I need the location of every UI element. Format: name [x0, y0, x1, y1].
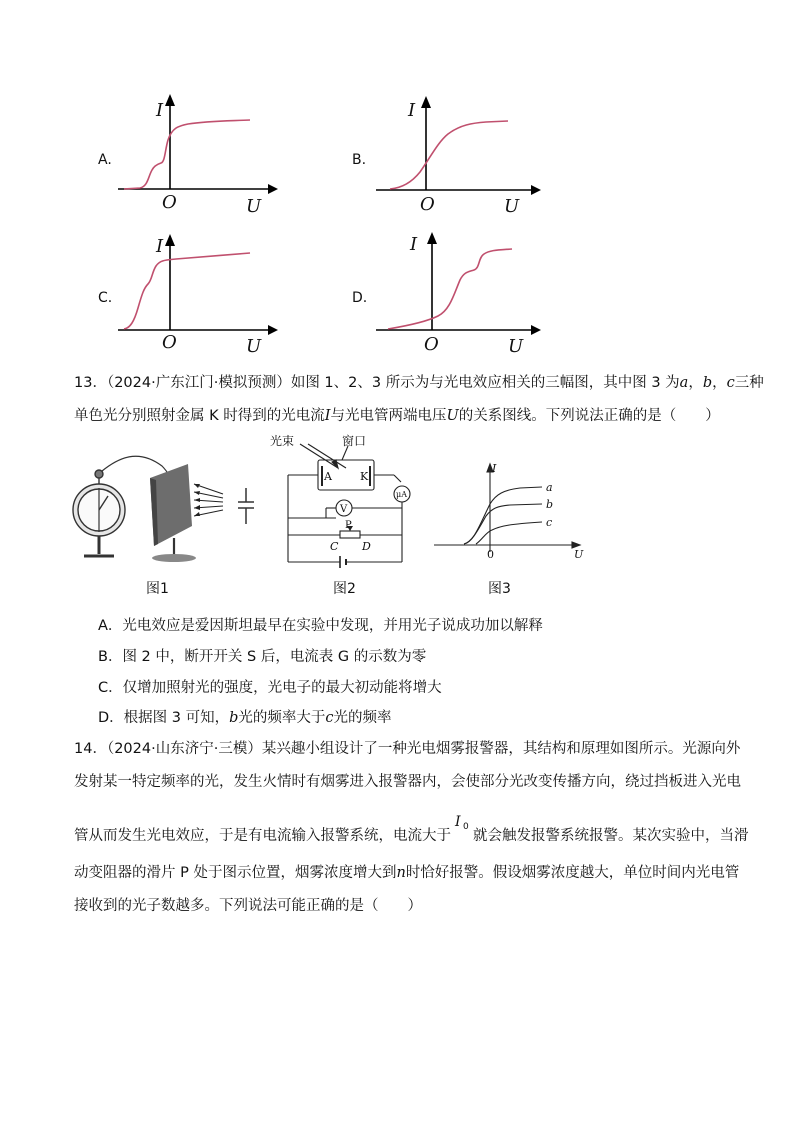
question-text: 时恰好报警。假设烟雾浓度越大，单位时间内光电管	[405, 865, 740, 881]
var-u: U	[446, 408, 459, 424]
choice-d[interactable]	[98, 706, 392, 727]
svg-text:P: P	[345, 520, 352, 531]
choice-text: 光的频率大于	[238, 710, 326, 726]
i0-symbol	[451, 814, 473, 844]
i0-sub: 0	[463, 822, 469, 832]
question-text: 与光电管两端电压	[330, 408, 447, 424]
separator: ，	[688, 375, 703, 391]
question-text: 三种	[734, 375, 764, 391]
anode-label: A	[324, 470, 332, 483]
svg-text:μA: μA	[396, 490, 407, 499]
option-letter: C.	[98, 290, 113, 306]
choice-c[interactable]: C．仅增加照射光的强度，光电子的最大初动能将增大	[98, 680, 442, 696]
question-number: 13．	[74, 375, 107, 391]
question-text: 就会触发报警系统报警。某次实验中，当滑	[473, 828, 749, 844]
x-axis-label: U	[504, 196, 520, 217]
figure-3-caption: 图3	[488, 581, 511, 597]
i0-main: I	[455, 814, 461, 830]
x-axis-label: U	[246, 336, 262, 357]
question-14-line-1	[74, 737, 740, 758]
question-13-line-2	[74, 404, 720, 425]
question-source: （2024·山东济宁·三模）	[106, 741, 262, 757]
svg-text:V: V	[340, 504, 348, 515]
origin-label: O	[162, 192, 177, 213]
cathode-label: K	[360, 470, 369, 483]
graph-c-plot	[118, 232, 288, 362]
svg-text:窗口: 窗口	[342, 434, 367, 448]
question-14-line-5: 接收到的光子数越多。下列说法可能正确的是（ ）	[74, 898, 422, 914]
question-text: 某兴趣小组设计了一种光电烟雾报警器，其结构和原理如图所示。光源向外	[261, 741, 741, 757]
var-c: c	[325, 710, 334, 726]
choice-b[interactable]: B．图 2 中，断开开关 S 后，电流表 G 的示数为零	[98, 649, 427, 665]
curve-c-label: c	[546, 516, 553, 529]
fig3-x-label: U	[574, 548, 584, 561]
current-curve	[388, 249, 512, 329]
current-curve	[124, 120, 250, 189]
var-a: a	[679, 375, 689, 391]
current-curve	[390, 121, 508, 189]
x-axis-label: U	[508, 336, 524, 357]
option-letter: A.	[98, 152, 112, 168]
origin-label: O	[424, 334, 439, 355]
graph-d-plot	[376, 228, 551, 358]
svg-text:D: D	[362, 540, 371, 553]
y-axis-label: I	[156, 100, 164, 121]
origin-label: O	[420, 194, 435, 215]
var-c: c	[726, 375, 735, 391]
question-13-line-1	[74, 371, 764, 392]
question-source: （2024·广东江门·模拟预测）	[106, 375, 291, 391]
var-n: n	[396, 865, 406, 881]
choice-a[interactable]: A．光电效应是爱因斯坦最早在实验中发现，并用光子说成功加以解释	[98, 618, 543, 634]
svg-text:光束: 光束	[270, 434, 295, 448]
y-axis-label: I	[410, 234, 418, 255]
y-axis-label: I	[408, 100, 416, 121]
fig3-y-label: I	[492, 462, 497, 475]
var-i: I	[324, 408, 331, 424]
question-14-line-4	[74, 861, 739, 882]
figure-2-circuit	[266, 430, 416, 580]
question-text: 的关系图线。下列说法正确的是（ ）	[458, 408, 720, 424]
var-b: b	[229, 710, 239, 726]
curve-a-label: a	[546, 481, 553, 494]
origin-label: O	[162, 332, 177, 353]
y-axis-label: I	[156, 236, 164, 257]
separator: ，	[712, 375, 727, 391]
x-axis-label: U	[246, 196, 262, 217]
graph-a-plot	[118, 92, 288, 222]
curve-b-label: b	[546, 498, 554, 511]
fig3-zero: 0	[487, 548, 494, 561]
question-14-line-2: 发射某一特定频率的光，发生火情时有烟雾进入报警器内，会使部分光改变传播方向，绕过挡板进入光电	[74, 774, 741, 790]
question-text: 单色光分别照射金属 K 时得到的光电流	[74, 408, 325, 424]
question-text: 管从而发生光电效应，于是有电流输入报警系统，电流大于	[74, 828, 451, 844]
option-letter: B.	[352, 152, 367, 168]
question-text: 动变阻器的滑片 P 处于图示位置，烟雾浓度增大到	[74, 865, 397, 881]
choice-text: D．根据图 3 可知，	[98, 710, 230, 726]
figure-2-caption: 图2	[333, 581, 356, 597]
figure-3-curves	[430, 460, 590, 570]
figure-1-caption: 图1	[146, 581, 169, 597]
question-text: 如图 1、2、3 所示为与光电效应相关的三幅图，其中图 3 为	[290, 375, 680, 391]
current-curve	[124, 253, 250, 329]
figure-1-electroscope	[68, 438, 278, 568]
question-14-line-3	[74, 814, 749, 845]
svg-text:C: C	[330, 540, 339, 553]
var-b: b	[702, 375, 713, 391]
choice-text: 光的频率	[333, 710, 392, 726]
graph-b-plot	[376, 92, 551, 222]
option-letter: D.	[352, 290, 368, 306]
question-number: 14．	[74, 741, 107, 757]
